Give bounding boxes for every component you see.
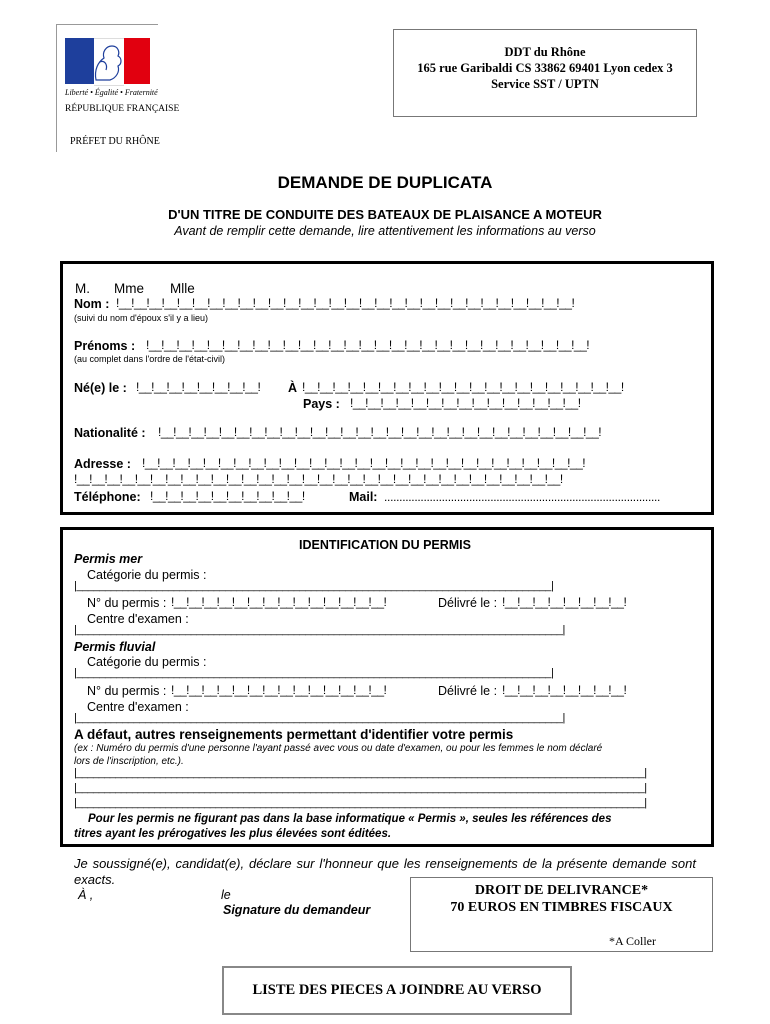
prefecture-logo xyxy=(56,24,180,152)
declaration-a-label: À , xyxy=(78,888,94,902)
fluvial-numero-label: N° du permis : xyxy=(87,684,167,698)
droit-note: *A Coller xyxy=(609,934,656,948)
flag-red-band xyxy=(124,38,150,84)
defaut-note-1: (ex : Numéro du permis d'une personne l'ayant passé avec vous ou date d'examen, ou pour les femmes le nom déclaré xyxy=(74,743,603,754)
adresse-label: Adresse : xyxy=(74,457,131,471)
logo-motto: Liberté • Égalité • Fraternité xyxy=(65,88,158,97)
prenoms-hint: (au complet dans l'ordre de l'état-civil) xyxy=(74,354,226,364)
logo-border-top xyxy=(56,24,158,25)
mer-delivre-field[interactable]: !__!__!__!__!__!__!__!__! xyxy=(502,595,627,609)
address-line-2: 165 rue Garibaldi CS 33862 69401 Lyon cedex 3 xyxy=(417,61,673,75)
adresse-field-2[interactable]: !__!__!__!__!__!__!__!__!__!__!__!__!__!__!__!__!__!__!__!__!__!__!__!__!__!__!__!__!__!__!__!__! xyxy=(74,472,563,486)
a-label: À xyxy=(288,381,298,395)
telephone-label: Téléphone: xyxy=(74,490,141,504)
form-note: Avant de remplir cette demande, lire attentivement les informations au verso xyxy=(174,224,596,238)
mer-categorie-label: Catégorie du permis : xyxy=(87,568,207,582)
civility-m[interactable]: M. xyxy=(75,281,90,296)
logo-border-left xyxy=(56,24,57,152)
mer-numero-field[interactable]: !__!__!__!__!__!__!__!__!__!__!__!__!__!__! xyxy=(171,595,387,609)
mer-centre-label: Centre d'examen : xyxy=(87,612,189,626)
fluvial-categorie-field[interactable]: |___________________________________________________________________________________| xyxy=(74,667,554,679)
form-title: DEMANDE DE DUPLICATA xyxy=(277,173,493,192)
fluvial-categorie-label: Catégorie du permis : xyxy=(87,655,207,669)
address-line-3: Service SST / UPTN xyxy=(491,77,599,91)
mer-delivre-label: Délivré le : xyxy=(438,596,498,610)
defaut-line-1[interactable]: |______________________________________________________________________________________________________| xyxy=(74,767,647,779)
permis-bold-note-1: Pour les permis ne figurant pas dans la base informatique « Permis », seules les références des xyxy=(88,813,612,825)
defaut-note-2: lors de l'inscription, etc.). xyxy=(74,756,184,767)
defaut-title: A défaut, autres renseignements permettant d'identifier votre permis xyxy=(74,727,514,742)
fluvial-centre-field[interactable]: |_____________________________________________________________________________________| xyxy=(74,712,565,724)
civility-mme[interactable]: Mme xyxy=(114,281,144,296)
defaut-line-2[interactable]: |______________________________________________________________________________________________________| xyxy=(74,782,647,794)
mer-centre-field[interactable]: |_____________________________________________________________________________________| xyxy=(74,624,565,636)
mail-label: Mail: xyxy=(349,490,378,504)
flag-blue-band xyxy=(65,38,94,84)
marianne-icon xyxy=(92,40,124,84)
civility-mlle[interactable]: Mlle xyxy=(170,281,195,296)
liste-pieces-box: LISTE DES PIECES A JOINDRE AU VERSO xyxy=(222,966,572,1015)
droit-line-2: 70 EUROS EN TIMBRES FISCAUX xyxy=(450,900,673,915)
nationalite-label: Nationalité : xyxy=(74,426,146,440)
fluvial-delivre-field[interactable]: !__!__!__!__!__!__!__!__! xyxy=(502,683,627,697)
permis-fluvial-label: Permis fluvial xyxy=(74,640,156,654)
permis-title: IDENTIFICATION DU PERMIS xyxy=(299,538,471,552)
declaration-le-label: le xyxy=(221,888,231,902)
logo-prefet: PRÉFET DU RHÔNE xyxy=(70,136,160,147)
fluvial-numero-field[interactable]: !__!__!__!__!__!__!__!__!__!__!__!__!__!__! xyxy=(171,683,387,697)
pays-label: Pays : xyxy=(303,397,340,411)
adresse-field-1[interactable]: !__!__!__!__!__!__!__!__!__!__!__!__!__!__!__!__!__!__!__!__!__!__!__!__!__!__!__!__!__! xyxy=(142,456,586,470)
form-subtitle: D'UN TITRE DE CONDUITE DES BATEAUX DE PLAISANCE A MOTEUR xyxy=(168,207,602,222)
nom-hint: (suivi du nom d'époux s'il y a lieu) xyxy=(74,313,208,323)
nom-label: Nom : xyxy=(74,297,110,311)
telephone-field[interactable]: !__!__!__!__!__!__!__!__!__!__! xyxy=(150,489,305,503)
mail-field[interactable]: ........................................................................................... xyxy=(384,490,661,504)
address-line-1: DDT du Rhône xyxy=(504,45,586,59)
pays-field[interactable]: !__!__!__!__!__!__!__!__!__!__!__!__!__!__!__! xyxy=(350,396,581,410)
prenoms-field[interactable]: !__!__!__!__!__!__!__!__!__!__!__!__!__!__!__!__!__!__!__!__!__!__!__!__!__!__!__!__!__! xyxy=(146,338,590,352)
address-box xyxy=(393,29,697,117)
defaut-line-3[interactable]: |______________________________________________________________________________________________________| xyxy=(74,797,647,809)
fluvial-delivre-label: Délivré le : xyxy=(438,684,498,698)
nom-field[interactable]: !__!__!__!__!__!__!__!__!__!__!__!__!__!__!__!__!__!__!__!__!__!__!__!__!__!__!__!__!__!__! xyxy=(116,296,575,310)
permis-mer-label: Permis mer xyxy=(74,552,143,566)
mer-numero-label: N° du permis : xyxy=(87,596,167,610)
nationalite-field[interactable]: !__!__!__!__!__!__!__!__!__!__!__!__!__!__!__!__!__!__!__!__!__!__!__!__!__!__!__!__!__! xyxy=(158,425,602,439)
permis-bold-note-2: titres ayant les prérogatives les plus élevées sont éditées. xyxy=(74,828,392,840)
signature-label: Signature du demandeur xyxy=(223,903,371,917)
ne-le-label: Né(e) le : xyxy=(74,381,127,395)
ne-le-field[interactable]: !__!__!__!__!__!__!__!__! xyxy=(136,380,261,394)
prenoms-label: Prénoms : xyxy=(74,339,136,353)
droit-delivrance-box xyxy=(410,877,713,952)
logo-republic: RÉPUBLIQUE FRANÇAISE xyxy=(65,104,180,114)
mer-categorie-field[interactable]: |___________________________________________________________________________________| xyxy=(74,580,554,592)
lieu-naissance-field[interactable]: !__!__!__!__!__!__!__!__!__!__!__!__!__!__!__!__!__!__!__!__!__! xyxy=(302,380,624,394)
droit-line-1: DROIT DE DELIVRANCE* xyxy=(474,883,649,898)
declaration-text: Je soussigné(e), candidat(e), déclare sur l'honneur que les renseignements de la présente demande sont exacts. xyxy=(74,856,696,887)
fluvial-centre-label: Centre d'examen : xyxy=(87,700,189,714)
